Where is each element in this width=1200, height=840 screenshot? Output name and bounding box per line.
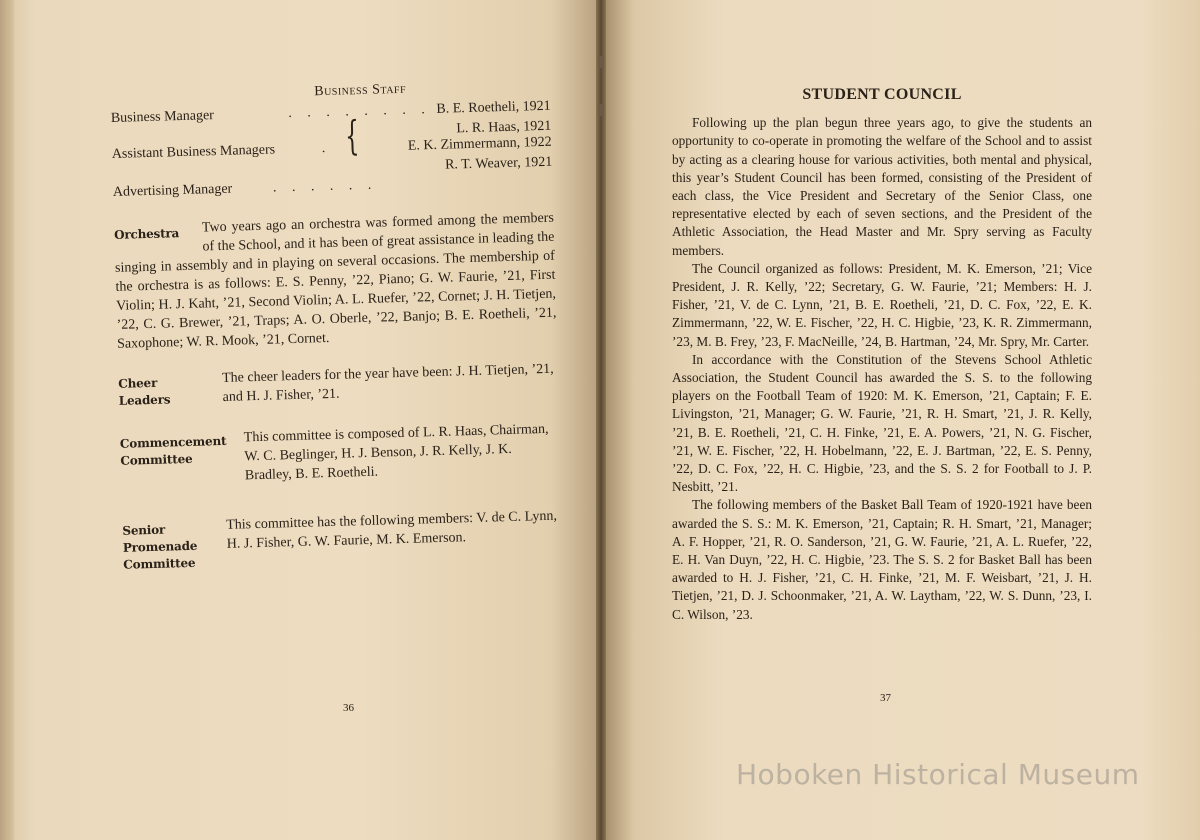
brace-symbol: { <box>344 113 360 160</box>
page-number-right: 37 <box>880 692 891 704</box>
orchestra-title: Orchestra <box>113 226 180 242</box>
binding-stitch <box>598 104 604 116</box>
staff-name: B. E. Roetheli, 1921 <box>436 98 551 117</box>
page-number-left: 36 <box>343 702 354 714</box>
page-edge <box>0 0 14 840</box>
commencement-title: Committee <box>120 451 193 468</box>
binding-stitch <box>598 56 604 68</box>
leader-dots: . . . . . . <box>272 177 378 196</box>
cheer-leaders-title: Leaders <box>118 392 171 408</box>
staff-role: Assistant Business Managers <box>111 142 276 162</box>
orchestra-section <box>114 209 558 354</box>
left-page-content <box>110 76 563 574</box>
student-council-title: STUDENT COUNCIL <box>802 86 962 103</box>
staff-name: L. R. Haas, 1921 <box>456 118 552 137</box>
staff-role: Business Manager <box>110 108 215 126</box>
council-paragraph: Following up the plan begun three years ago, to give the students an opportunity to co-operate in promoting the welfare of the School and to assist by acting as a clearing house for various activities, both mental and physical, this year’s Student Council has been formed, consisting of the President of each class, the Vice President and Secretary of the Senior Class, one representative elected by each of seven sections, and the President of the Athletic Association, the Head Master and Mr. Spry serving as Faculty members. <box>672 115 1092 258</box>
council-paragraph: In accordance with the Constitution of the Stevens School Athletic Association, the Student Council has awarded the S. S. to the following players on the Football Team of 1920: M. K. Emerson, ’21, Captain; F. E. Livingston, ’21, Manager; G. W. Faurie, ’21, R. H. Smart, ’21, J. R. Kelly, ’21, B. E. Roetheli, ’21, C. H. Finke, ’21, E. A. Powers, ’21, N. G. Fischer, ’21, W. E. Fischer, ’22, H. Hobelmann, ’22, E. J. Bartman, ’22, E. S. Penny, ’22, D. C. Fox, ’22, H. C. Higbie, ’23, and the S. S. 2 for Football to J. P. Nesbitt, ’21. <box>672 351 1092 495</box>
promenade-title: Committee <box>123 555 196 572</box>
staff-role: Advertising Manager <box>112 181 233 200</box>
orchestra-text: Two years ago an orchestra was formed among the members of the School, and it has been of great assistance in leading the singing in assembly and in playing on several occasions. The membership of the orchestra is as follows: E. S. Penny, ’22, Piano; G. W. Faurie, ’21, First Violin; H. J. Kaht, ’21, Second Violin; A. L. Ruefer, ’22, Cornet; J. H. Tietjen, ’22, C. G. Brewer, ’21, Traps; A. O. Oberle, ’22, Banjo; B. E. Roetheli, ’21, Saxophone; W. R. Mook, ’21, Cornet. <box>114 210 557 352</box>
promenade-title: Promenade <box>122 538 198 555</box>
council-paragraph: The Council organized as follows: President, M. K. Emerson, ’21; Vice President, J. R. Kelly, ’22; Secretary, G. W. Faurie, ’21; Members: H. J. Fisher, ’21, V. de C. Lynn, ’21, B. E. Roetheli, ’21, D. C. Fox, ’22, E. K. Zimmermann, ’22, W. E. Fischer, ’22, H. C. Higbie, ’23, K. R. Zimmermann, ’23, M. B. Frey, ’23, F. MacNeille, ’24, B. Hartman, ’24, Mr. Spry, Mr. Carter. <box>672 260 1092 349</box>
cheer-leaders-section <box>118 360 559 410</box>
cheer-leaders-title: Cheer <box>118 375 158 391</box>
staff-name: E. K. Zimmermann, 1922 <box>407 134 552 154</box>
commencement-title: Commencement <box>119 433 227 451</box>
commencement-text: This committee is composed of L. R. Haas, Chairman, W. C. Beglinger, H. J. Benson, J. R. Kelly, J. K. Bradley, B. E. Roetheli. <box>243 421 549 484</box>
museum-watermark: Hoboken Historical Museum <box>736 758 1140 791</box>
leader-dots: . . . . . . . . <box>288 102 431 122</box>
leader-dots: . <box>321 140 332 157</box>
book-gutter <box>596 0 606 840</box>
commencement-section <box>120 420 561 489</box>
staff-name: R. T. Weaver, 1921 <box>444 154 553 173</box>
promenade-title: Senior <box>122 522 166 538</box>
business-staff-heading: Business Staff <box>314 81 407 100</box>
council-paragraph: The following members of the Basket Ball Team of 1920-1921 have been awarded the S. S.: M. K. Emerson, ’21, Captain; R. H. Smart, ’21, Manager; A. F. Hopper, ’21, R. O. Sanderson, ’21, G. W. Faurie, ’21, A. L. Ruefer, ’22, E. H. Van Duyn, ’22, H. C. Higbie, ’23. The S. S. 2 for Basket Ball has been awarded to H. J. Fisher, ’21, C. H. Finke, ’21, M. F. Weisbart, ’21, J. H. Tietjen, ’21, D. J. Schoonmaker, ’21, A. W. Laytham, ’22, W. S. Dunn, ’23, I. C. Wilson, ’23. <box>672 497 1092 622</box>
right-page-content <box>672 86 1092 624</box>
cheer-leaders-text: The cheer leaders for the year have been: J. H. Tietjen, ’21, and H. J. Fisher, ’21. <box>221 361 554 405</box>
business-staff-list <box>111 97 553 203</box>
promenade-text: This committee has the following members: V. de C. Lynn, H. J. Fisher, G. W. Faurie, M. K. Emerson. <box>226 508 558 552</box>
